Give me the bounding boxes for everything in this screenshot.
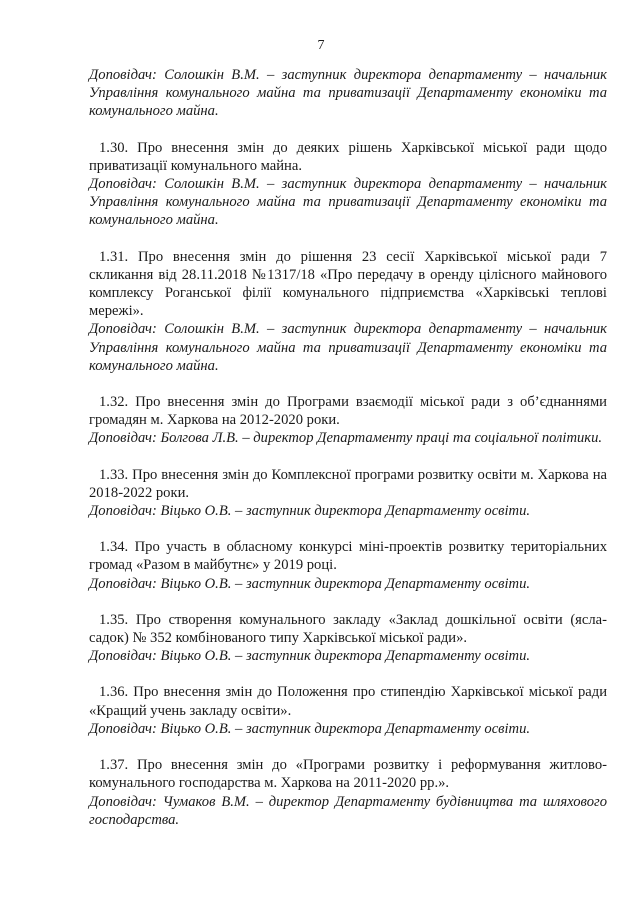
agenda-item-1-37: [89, 756, 607, 829]
agenda-item-text: 1.31. Про внесення змін до рішення 23 сесії Харківської міської ради 7 скликання від 28.11.2018 №1317/18 «Про передачу в оренду цілісного майнового комплексу Роганської філії комунального підприємства «Харківські теплові мережі».: [89, 248, 607, 320]
agenda-item-text: 1.35. Про створення комунального закладу «Заклад дошкільної освіти (ясла-садок) № 352 комбінованого типу Харківської міської ради».: [89, 611, 607, 647]
agenda-item-1-30: [89, 139, 607, 230]
speaker-line: Доповідач: Солошкін В.М. – заступник директора департаменту – начальник Управління комунального майна та приватизації Департаменту економіки та комунального майна.: [89, 321, 607, 374]
speaker-line: Доповідач: Чумаков В.М. – директор Департаменту будівництва та шляхового господарства.: [89, 793, 607, 828]
page-number: 7: [317, 38, 325, 53]
agenda-item-text: 1.37. Про внесення змін до «Програми розвитку і реформування житлово-комунального господарства м. Харкова на 2011-2020 рр.».: [89, 757, 607, 792]
speaker-line: Доповідач: Болгова Л.В. – директор Департаменту праці та соціальної політики.: [89, 430, 603, 447]
agenda-item-1-36: [89, 683, 607, 738]
agenda-item-1-31: [89, 248, 607, 375]
speaker-line: Доповідач: Віцько О.В. – заступник директора Департаменту освіти.: [89, 648, 531, 665]
agenda-item-1-32: [89, 393, 607, 448]
speaker-line: Доповідач: Солошкін В.М. – заступник директора департаменту – начальник Управління комунального майна та приватизації Департаменту економіки та комунального майна.: [89, 67, 607, 120]
agenda-item-text: 1.34. Про участь в обласному конкурсі міні-проектів розвитку територіальних громад «Разом в майбутнє» у 2019 році.: [89, 539, 607, 574]
agenda-item-text: 1.33. Про внесення змін до Комплексної програми розвитку освіти м. Харкова на 2018-2022 роки.: [89, 466, 607, 501]
agenda-item-text: 1.36. Про внесення змін до Положення про стипендію Харківської міської ради «Кращий учень закладу освіти».: [89, 684, 607, 719]
speaker-line: Доповідач: Віцько О.В. – заступник директора Департаменту освіти.: [89, 720, 531, 737]
agenda-item-1-34: [89, 538, 607, 593]
speaker-line: Доповідач: Солошкін В.М. – заступник директора департаменту – начальник Управління комунального майна та приватизації Департаменту економіки та комунального майна.: [89, 176, 607, 229]
agenda-item-text: 1.32. Про внесення змін до Програми взаємодії міської ради з об’єднаннями громадян м. Харкова на 2012-2020 роки.: [89, 394, 607, 429]
agenda-item-1-35: [89, 611, 607, 666]
speaker-line: Доповідач: Віцько О.В. – заступник директора Департаменту освіти.: [89, 503, 531, 520]
agenda-item-text: 1.30. Про внесення змін до деяких рішень Харківської міської ради щодо приватизації комунального майна.: [89, 139, 607, 174]
speaker-line: Доповідач: Віцько О.В. – заступник директора Департаменту освіти.: [89, 575, 531, 592]
agenda-item-1-33: [89, 466, 607, 521]
document-body: [89, 66, 607, 829]
